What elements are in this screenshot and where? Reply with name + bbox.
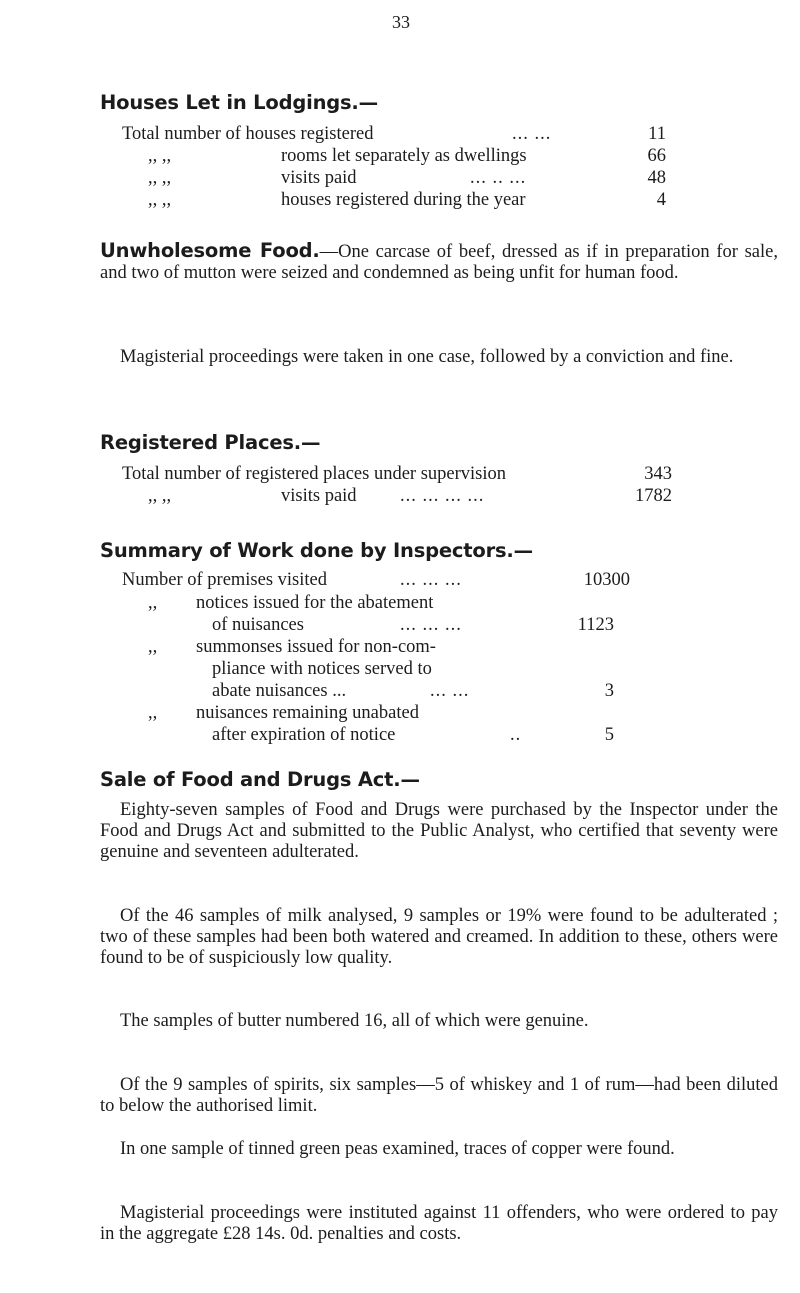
row-dots: ... .. ... xyxy=(470,168,527,188)
food-drugs-paragraph-4: Of the 9 samples of spirits, six samples—5 of whiskey and 1 of rum—had been diluted to below the authorised limit. xyxy=(100,1075,778,1116)
row-value: 5 xyxy=(604,725,614,745)
sale-of-food-and-drugs-heading: Sale of Food and Drugs Act.— xyxy=(100,768,420,791)
row-label: notices issued for the abatement xyxy=(196,593,434,613)
row-dots: ... ... xyxy=(512,124,552,144)
ditto-marks: ,, ,, xyxy=(148,190,172,210)
summary-of-work-heading: Summary of Work done by Inspectors.— xyxy=(100,539,533,562)
row-label: visits paid xyxy=(281,168,357,188)
row-value: 1782 xyxy=(635,486,672,506)
row-dots: .. xyxy=(510,725,522,745)
row-value: 48 xyxy=(647,168,666,188)
registered-places-heading: Registered Places.— xyxy=(100,431,321,454)
row-label: Total number of registered places under supervision xyxy=(122,464,507,484)
row-label: houses registered during the year xyxy=(281,190,526,210)
unwholesome-food-heading: Unwholesome Food. xyxy=(100,239,320,262)
ditto-marks: ,, ,, xyxy=(148,146,172,166)
ditto-marks: ,, xyxy=(148,703,158,723)
row-dots: ... ... ... xyxy=(400,570,462,590)
row-label: summonses issued for non-com- xyxy=(196,637,436,657)
row-label: visits paid xyxy=(281,486,357,506)
ditto-marks: ,, ,, xyxy=(148,486,172,506)
houses-in-lodgings-heading: Houses Let in Lodgings.— xyxy=(100,91,378,114)
ditto-marks: ,, xyxy=(148,593,158,613)
row-dots: ... ... ... xyxy=(400,615,462,635)
food-drugs-paragraph-2: Of the 46 samples of milk analysed, 9 samples or 19% were found to be adulterated ; two of these samples had been both watered and creamed. In addition to these, others were found to be of suspiciously low quality. xyxy=(100,906,778,968)
row-label: of nuisances xyxy=(212,615,304,635)
row-label: Number of premises visited xyxy=(122,570,327,590)
food-drugs-paragraph-5: In one sample of tinned green peas examined, traces of copper were found. xyxy=(120,1139,675,1159)
magisterial-proceedings-paragraph: Magisterial proceedings were taken in one case, followed by a conviction and fine. xyxy=(120,347,734,367)
lodgings-row-total xyxy=(122,124,373,145)
unwholesome-food-text: —One carcase of beef, dressed as if in preparation for sale, and two of mutton were seized and condemned as being unfit for human food. xyxy=(100,242,778,283)
unwholesome-food-paragraph xyxy=(100,240,778,284)
food-drugs-paragraph-1: Eighty-seven samples of Food and Drugs were purchased by the Inspector under the Food and Drugs Act and submitted to the Public Analyst, who certified that seventy were genuine and seventeen adulterated. xyxy=(100,800,778,862)
food-drugs-paragraph-3: The samples of butter numbered 16, all of which were genuine. xyxy=(120,1011,589,1031)
row-label: after expiration of notice xyxy=(212,725,396,745)
ditto-marks: ,, ,, xyxy=(148,168,172,188)
ditto-marks: ,, xyxy=(148,637,158,657)
row-dots: ... ... ... ... xyxy=(400,486,485,506)
row-value: 4 xyxy=(656,190,666,210)
row-value: 1123 xyxy=(577,615,614,635)
row-label: Total number of houses registered xyxy=(122,124,374,144)
row-value: 66 xyxy=(647,146,666,166)
row-label: nuisances remaining unabated xyxy=(196,703,419,723)
row-value: 10300 xyxy=(583,570,630,590)
page-number: 33 xyxy=(392,12,410,32)
row-label: abate nuisances ... xyxy=(212,681,347,701)
food-drugs-paragraph-6: Magisterial proceedings were instituted against 11 offenders, who were ordered to pay in the aggregate £28 14s. 0d. penalties and costs. xyxy=(100,1203,778,1244)
row-label: pliance with notices served to xyxy=(212,659,432,679)
row-value: 3 xyxy=(604,681,614,701)
row-label: rooms let separately as dwellings xyxy=(281,146,527,166)
row-dots: ... ... xyxy=(430,681,470,701)
row-value: 343 xyxy=(644,464,672,484)
row-value: 11 xyxy=(648,124,666,144)
